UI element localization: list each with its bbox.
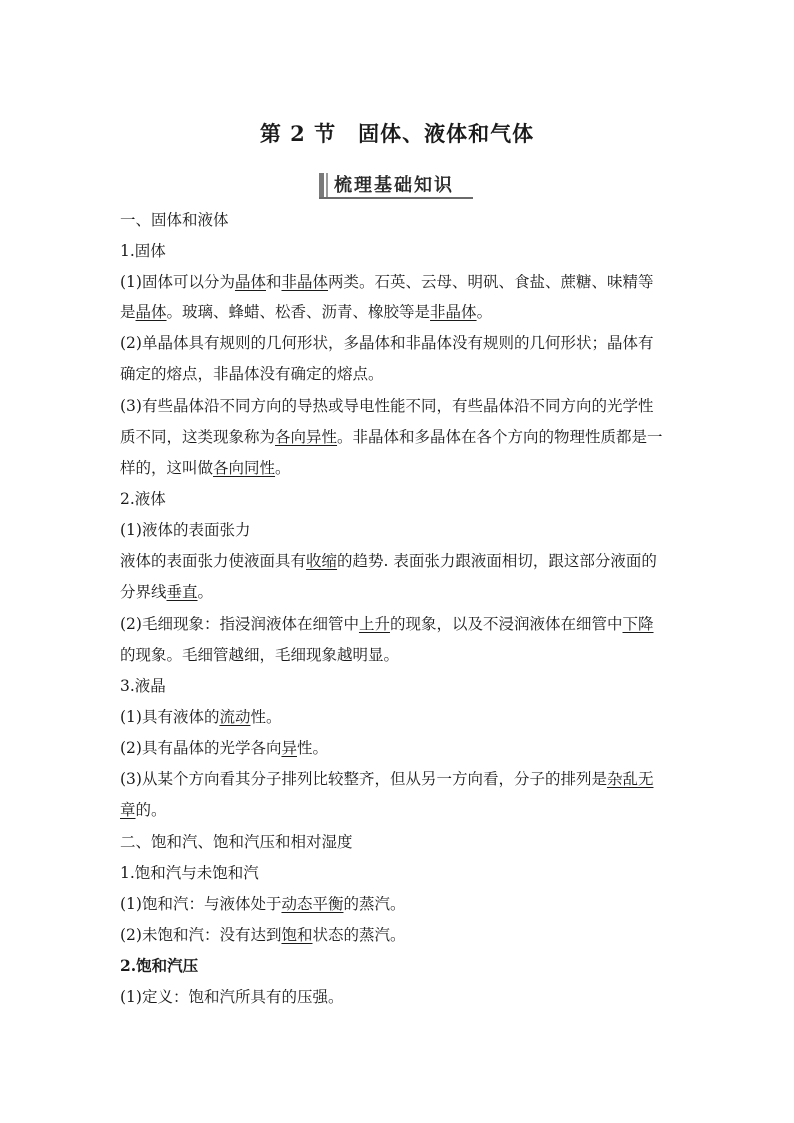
- text-line: [120, 551, 657, 571]
- text-segment: 样的，这叫做: [120, 459, 214, 477]
- text-line: [120, 364, 384, 384]
- banner-bar-thin-icon: [326, 173, 328, 197]
- underlined-term: 各向同性: [213, 459, 276, 477]
- text-segment: (3)有些晶体沿不同方向的导热或导电性能不同，有些晶体沿不同方向的光学性: [120, 397, 654, 415]
- text-segment: 状态的蒸汽。: [312, 926, 406, 944]
- text-line: [120, 396, 653, 416]
- text-line: [120, 863, 259, 883]
- text-segment: 确定的熔点，非晶体没有确定的熔点。: [120, 365, 384, 383]
- text-segment: 质不同，这类现象称为: [120, 428, 276, 446]
- text-segment: 2.液体: [120, 490, 166, 508]
- text-line: [120, 333, 653, 353]
- underlined-term: 非晶体: [281, 273, 329, 291]
- page-title: 第 2 节 固体、液体和气体: [259, 121, 535, 146]
- text-segment: (3)从某个方向看其分子排列比较整齐，但从另一方向看，分子的排列是: [120, 770, 607, 788]
- text-segment: 。: [197, 583, 214, 601]
- underlined-term: 上升: [358, 615, 390, 633]
- text-segment: 的蒸汽。: [343, 895, 406, 913]
- text-segment: (2)毛细现象：指浸润液体在细管中: [120, 615, 359, 633]
- text-segment: (2)具有晶体的光学各向: [120, 739, 282, 757]
- banner-text: 梳理基础知识: [334, 175, 454, 196]
- text-line: [120, 272, 654, 292]
- text-segment: (1)具有液体的: [120, 708, 220, 726]
- text-line: [120, 800, 167, 820]
- text-segment: (1)定义：饱和汽所具有的压强。: [120, 988, 344, 1006]
- underlined-term: 非晶体: [430, 303, 477, 321]
- text-segment: 一、固体和液体: [120, 211, 229, 229]
- text-line: [120, 676, 166, 696]
- text-line: [120, 458, 291, 478]
- text-segment: 的趋势. 表面张力跟液面相切，跟这部分液面的: [337, 552, 657, 570]
- section-banner: [319, 171, 473, 199]
- text-segment: 3.液晶: [120, 677, 166, 695]
- text-line: [120, 707, 282, 727]
- text-segment: 。: [275, 459, 291, 477]
- text-line: [120, 645, 399, 665]
- text-line: [120, 241, 166, 261]
- text-line: [120, 738, 328, 758]
- underlined-term: 异: [281, 739, 297, 757]
- text-line: [120, 210, 229, 230]
- text-segment: 分界线: [120, 583, 167, 601]
- text-segment: (2)单晶体具有规则的几何形状，多晶体和非晶体没有规则的几何形状；晶体有: [120, 334, 654, 352]
- underlined-term: 下降: [622, 615, 654, 633]
- text-line: [120, 832, 353, 852]
- text-segment: 两类。石英、云母、明矾、食盐、蔗糖、味精等: [328, 273, 654, 291]
- text-segment: 是: [120, 303, 136, 321]
- underlined-term: 章: [120, 801, 136, 819]
- underlined-term: 晶体: [135, 303, 167, 321]
- text-segment: 的现象。毛细管越细，毛细现象越明显。: [120, 646, 400, 664]
- text-segment: 和: [265, 273, 282, 291]
- text-segment: 的现象，以及不浸润液体在细管中: [389, 615, 623, 633]
- text-line: [120, 987, 343, 1007]
- underlined-term: 晶体: [234, 273, 266, 291]
- text-line: [120, 894, 406, 914]
- text-segment: 二、饱和汽、饱和汽压和相对湿度: [120, 833, 353, 851]
- text-segment: 。玻璃、蜂蜡、松香、沥青、橡胶等是: [166, 303, 431, 321]
- banner-bar-icon: [319, 173, 324, 197]
- underlined-term: 各向异性: [275, 428, 338, 446]
- underlined-term: 杂乱无: [606, 770, 654, 788]
- text-segment: 。: [476, 303, 493, 321]
- text-segment: (2)未饱和汽：没有达到: [120, 926, 282, 944]
- text-segment: 。非晶体和多晶体在各个方向的物理性质都是一: [337, 428, 663, 446]
- text-segment: (1)液体的表面张力: [120, 521, 251, 539]
- text-line: [120, 520, 250, 540]
- underlined-term: 动态平衡: [281, 895, 344, 913]
- text-line: [120, 925, 406, 945]
- text-segment: 性。: [250, 708, 282, 726]
- text-line: [120, 769, 653, 789]
- underlined-term: 收缩: [306, 552, 338, 570]
- text-line: [120, 956, 198, 976]
- text-segment: (1)固体可以分为: [120, 273, 235, 291]
- text-segment: 性。: [296, 739, 328, 757]
- text-line: [120, 582, 213, 602]
- text-line: [120, 489, 166, 509]
- text-line: [120, 614, 654, 634]
- text-line: [120, 302, 492, 322]
- text-line: [120, 427, 663, 447]
- underlined-term: 垂直: [166, 583, 198, 601]
- text-segment: 的。: [135, 801, 167, 819]
- underlined-term: 流动: [219, 708, 251, 726]
- text-segment: (1)饱和汽：与液体处于: [120, 895, 282, 913]
- text-segment: 2.饱和汽压: [120, 956, 199, 975]
- underlined-term: 饱和: [281, 926, 313, 944]
- text-segment: 液体的表面张力使液面具有: [120, 552, 307, 570]
- text-segment: 1.固体: [120, 242, 166, 260]
- text-segment: 1.饱和汽与未饱和汽: [120, 864, 259, 882]
